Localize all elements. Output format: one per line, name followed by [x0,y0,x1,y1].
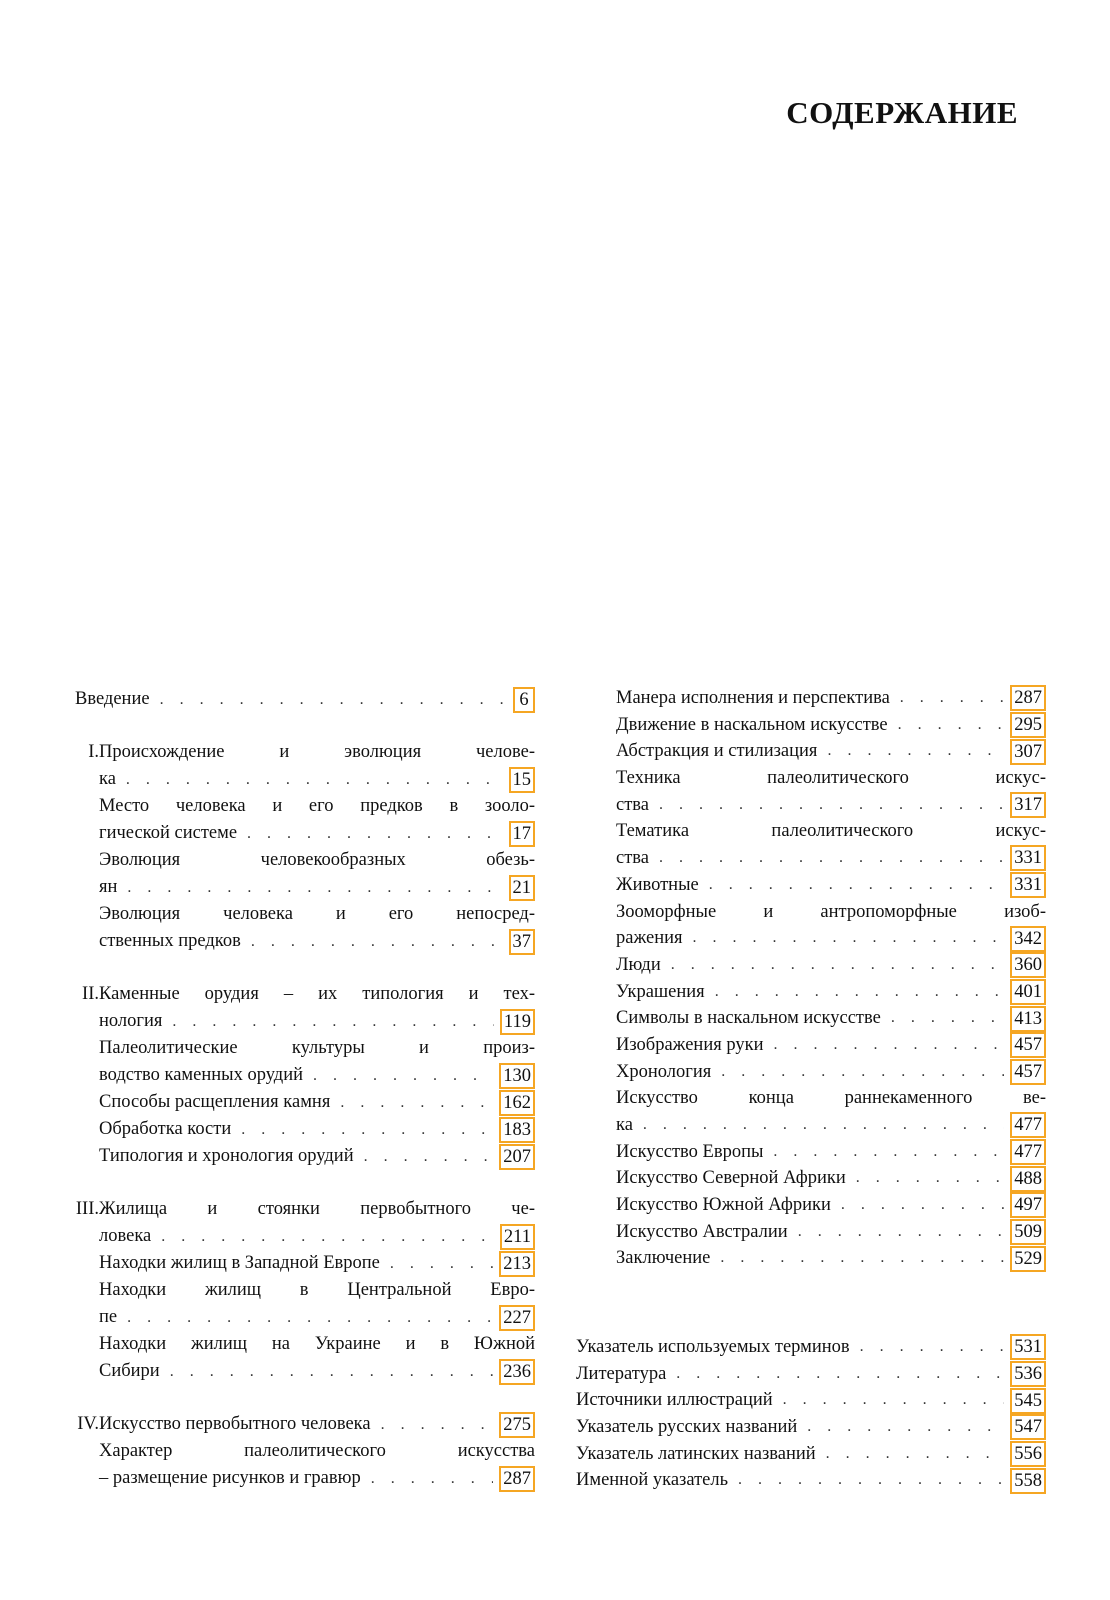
entry-line [616,685,1046,712]
chapter-heading[interactable] [99,1411,535,1438]
entry-line [99,793,535,820]
entry-text: Изображения руки [616,1034,764,1055]
index-entry[interactable] [576,1441,1046,1468]
entry-text: Именной указатель [576,1470,729,1491]
entry-line [99,1008,535,1035]
page-number-link[interactable]: 477 [1010,1139,1046,1165]
entry-line [99,1277,535,1304]
dot-leader [715,979,1005,1006]
entry-line [99,766,535,793]
toc-subentry[interactable] [616,712,1046,739]
entry-line [99,901,535,928]
entry-line [99,1465,535,1492]
toc-left-column [75,686,535,1492]
entry-text: Техника палеолитического искус- [616,768,1046,789]
entry-line [99,928,535,955]
toc-entry-intro[interactable] [75,686,535,713]
entry-text: Искусство первобытного человека [99,1414,371,1434]
section-gap [75,713,535,739]
dot-leader [170,1358,494,1385]
page-number-link[interactable]: 545 [1010,1388,1046,1414]
dot-leader [127,1304,493,1331]
page-number-link[interactable]: 275 [499,1412,535,1438]
page-number-link[interactable]: 17 [509,821,536,847]
entry-text: ка [99,769,116,789]
page-number-link[interactable]: 207 [499,1144,535,1170]
chapter-body [99,739,535,955]
entry-line [99,739,535,766]
toc-subentry[interactable] [616,952,1046,979]
entry-text: пе [99,1307,118,1327]
chapter-number: III. [75,1199,99,1219]
page-number-link[interactable]: 536 [1010,1361,1046,1387]
dot-leader [721,1059,1004,1086]
toc-subentry[interactable] [99,1035,535,1089]
page-number-link[interactable]: 529 [1010,1246,1046,1272]
page-number-link[interactable]: 183 [499,1117,535,1143]
dot-leader [783,1387,1005,1414]
entry-text: Абстракция и стилизация [616,741,818,762]
entry-line [616,1005,1046,1032]
page-number-link[interactable]: 227 [499,1305,535,1331]
toc-subentry[interactable] [616,1085,1046,1138]
entry-text: Обработка кости [99,1119,232,1139]
chapter-number: IV. [77,1414,99,1434]
toc-right-column [616,685,1046,1272]
toc-subentry[interactable] [616,899,1046,952]
index-entry[interactable] [576,1334,1046,1361]
chapter-body [99,1411,535,1492]
toc-subentry[interactable] [99,901,535,955]
chapter-number: II. [82,984,99,1004]
entry-line [616,712,1046,739]
dot-leader [160,686,507,713]
chapter-body [99,981,535,1170]
page-number-link[interactable]: 331 [1010,872,1046,898]
page-number-link[interactable]: 119 [500,1009,535,1035]
page-number-link[interactable]: 342 [1010,926,1046,952]
dot-leader [774,1032,1005,1059]
entry-line [616,1139,1046,1166]
entry-text: Люди [616,954,661,975]
page-number-link[interactable]: 497 [1010,1192,1046,1218]
entry-line [99,1358,535,1385]
toc-subentry[interactable] [99,1331,535,1385]
dot-leader [856,1165,1004,1192]
entry-text: Искусство конца раннекаменного ве- [616,1088,1046,1109]
page-number-link[interactable]: 457 [1010,1059,1046,1085]
entry-line [616,1165,1046,1192]
entry-text: Заключение [616,1248,711,1269]
page-number-link[interactable]: 531 [1010,1334,1046,1360]
page-title: СОДЕРЖАНИЕ [786,95,1018,130]
entry-text: Зооморфные и антропоморфные изоб- [616,901,1046,922]
dot-leader [841,1192,1004,1219]
entry-text: Сибири [99,1361,160,1381]
entry-line [616,845,1046,872]
page-number-link[interactable]: 558 [1010,1468,1046,1494]
dot-leader [251,928,503,955]
section-gap [75,1385,535,1411]
toc-subentry[interactable] [99,1089,535,1116]
dot-leader [773,1139,1004,1166]
page-number-link[interactable]: 488 [1010,1166,1046,1192]
dot-leader [313,1062,493,1089]
entry-line [616,925,1046,952]
entry-text: Источники иллюстраций [576,1390,773,1411]
toc-subentry[interactable] [616,1192,1046,1219]
entry-text: Жилища и стоянки первобытного че- [99,1199,535,1219]
toc-subentry[interactable] [99,847,535,901]
entry-line [99,1331,535,1358]
entry-line [99,820,535,847]
toc-subentry[interactable] [616,1219,1046,1246]
page-number-link[interactable]: 37 [509,929,536,955]
entry-line [616,1059,1046,1086]
page-number-link[interactable]: 401 [1010,979,1046,1005]
entry-text: Движение в наскальном искусстве [616,714,888,735]
entry-text: нология [99,1011,163,1031]
dot-leader [798,1219,1005,1246]
dot-leader [381,1411,494,1438]
toc-subentry[interactable] [616,685,1046,712]
dot-leader [891,1005,1004,1032]
entry-text: Украшения [616,981,705,1002]
dot-leader [898,712,1005,739]
entry-text: Хронология [616,1061,712,1082]
toc-subentry[interactable] [99,1277,535,1331]
page-number-link[interactable]: 413 [1010,1006,1046,1032]
chapter-block [73,981,535,1170]
dot-leader [659,792,1004,819]
entry-line [99,1223,535,1250]
page-number-link[interactable]: 6 [513,687,535,713]
toc-subentry[interactable] [99,1116,535,1143]
entry-line [99,1250,535,1277]
entry-line [616,979,1046,1006]
entry-text: Литература [576,1363,667,1384]
dot-leader [241,1116,493,1143]
dot-leader [827,738,1004,765]
dot-leader [676,1361,1004,1388]
page-number-link[interactable]: 287 [1010,685,1046,711]
entry-text: Введение [75,689,150,709]
entry-text: Указатель используемых терминов [576,1337,850,1357]
index-entry[interactable] [576,1361,1046,1388]
toc-subentry[interactable] [99,1250,535,1277]
page-number-link[interactable]: 15 [509,767,536,793]
dot-leader [720,1245,1004,1272]
entry-line [99,1411,535,1438]
entry-text: водство каменных орудий [99,1065,304,1085]
entry-text: Искусство Южной Африки [616,1195,831,1216]
entry-text: ства [616,848,649,869]
toc-subentry[interactable] [616,979,1046,1006]
dot-leader [643,1112,1004,1139]
dot-leader [172,1008,494,1035]
chapter-heading[interactable] [99,1196,535,1250]
dot-leader [390,1250,493,1277]
entry-text: Искусство Европы [616,1141,764,1162]
entry-line [616,792,1046,819]
entry-text: Искусство Северной Африки [616,1168,846,1189]
entry-text: Находки жилищ в Западной Европе [99,1253,380,1273]
entry-line [616,1032,1046,1059]
entry-line [99,1196,535,1223]
entry-line [616,1219,1046,1246]
page-number-link[interactable]: 287 [499,1466,535,1492]
entry-text: ловека [99,1226,152,1246]
entry-line [99,1116,535,1143]
entry-text: Палеолитические культуры и произ- [99,1038,535,1058]
entry-text: Типология и хронология орудий [99,1146,354,1166]
dot-leader [807,1414,1004,1441]
section-gap [75,955,535,981]
entry-text: Находки жилищ на Украине и в Южной [99,1334,535,1354]
dot-leader [900,685,1004,712]
toc-subentry[interactable] [616,1139,1046,1166]
toc-subentry[interactable] [616,765,1046,818]
entry-line [616,952,1046,979]
entry-text: Манера исполнения и перспектива [616,688,890,708]
toc-subentry[interactable] [616,1032,1046,1059]
page-number-link[interactable]: 556 [1010,1441,1046,1467]
dot-leader [738,1467,1004,1494]
chapter-heading[interactable] [99,981,535,1035]
page-number-link[interactable]: 509 [1010,1219,1046,1245]
chapter-number: I. [88,742,99,762]
dot-leader [659,845,1004,872]
entry-line [99,1035,535,1062]
entry-text: Находки жилищ в Центральной Евро- [99,1280,535,1300]
index-entry[interactable] [576,1467,1046,1494]
page-number-link[interactable]: 457 [1010,1032,1046,1058]
page-number-link[interactable]: 360 [1010,952,1046,978]
page-number-link[interactable]: 213 [499,1251,535,1277]
page-number-link[interactable]: 130 [499,1063,535,1089]
entry-text: Способы расщепления камня [99,1092,331,1112]
entry-line [99,981,535,1008]
entry-text: ка [616,1115,633,1135]
dot-leader [826,1441,1005,1468]
dot-leader [671,952,1005,979]
entry-text: Тематика палеолитического искус- [616,821,1046,842]
index-entry[interactable] [576,1387,1046,1414]
chapter-block [73,739,535,955]
toc-subentry[interactable] [99,1438,535,1492]
dot-leader [709,872,1005,899]
section-gap [75,1170,535,1196]
entry-line [99,1062,535,1089]
entry-text: ственных предков [99,931,241,951]
page-number-link[interactable]: 331 [1010,845,1046,871]
entry-text: гической системе [99,823,238,843]
entry-text: Характер палеолитического искусства [99,1441,535,1461]
chapter-block [73,1196,535,1385]
entry-text: ян [99,877,118,897]
entry-line [616,1085,1046,1112]
entry-line [99,874,535,901]
toc-subentry[interactable] [99,793,535,847]
dot-leader [126,766,503,793]
toc-index-column [576,1334,1046,1494]
chapter-body [99,1196,535,1385]
toc-subentry[interactable] [616,1005,1046,1032]
page-number-link[interactable]: 317 [1010,792,1046,818]
entry-line [99,1143,535,1170]
entry-text: Эволюция человека и его непосред- [99,904,535,924]
entry-text: Происхождение и эволюция челове- [99,742,535,762]
dot-leader [371,1465,494,1492]
entry-line [616,818,1046,845]
page-number-link[interactable]: 477 [1010,1112,1046,1138]
dot-leader [860,1334,1005,1361]
page-number-link[interactable]: 21 [509,875,536,901]
toc-subentry[interactable] [616,1245,1046,1272]
entry-text: Место человека и его предков в зооло- [99,796,535,816]
toc-subentry[interactable] [616,1059,1046,1086]
dot-leader [340,1089,493,1116]
entry-text: ства [616,794,649,815]
entry-line [616,872,1046,899]
toc-subentry[interactable] [616,818,1046,871]
entry-line [616,899,1046,926]
entry-text: ражения [616,928,683,949]
entry-line [616,1192,1046,1219]
page-number-link[interactable]: 211 [500,1224,535,1250]
entry-text: – размещение рисунков и гравюр [99,1468,361,1488]
dot-leader [364,1143,494,1170]
page-number-link[interactable]: 162 [499,1090,535,1116]
entry-line [99,1438,535,1465]
dot-leader [693,925,1005,952]
entry-text: Животные [616,874,699,895]
toc-subentry[interactable] [99,1143,535,1170]
dot-leader [247,820,502,847]
entry-text: Каменные орудия – их типология и тех- [99,984,535,1004]
entry-line [99,1304,535,1331]
entry-line [99,1089,535,1116]
entry-text: Искусство Австралии [616,1221,788,1242]
entry-line [616,765,1046,792]
chapter-block [73,1411,535,1492]
toc-subentry[interactable] [616,1165,1046,1192]
entry-line [616,1245,1046,1272]
dot-leader [127,874,502,901]
entry-text: Указатель русских названий [576,1417,798,1438]
page-number-link[interactable]: 236 [499,1359,535,1385]
toc-subentry[interactable] [616,738,1046,765]
toc-subentry[interactable] [616,872,1046,899]
page-number-link[interactable]: 307 [1010,739,1046,765]
index-entry[interactable] [576,1414,1046,1441]
dot-leader [161,1223,494,1250]
chapter-heading[interactable] [99,739,535,793]
entry-text: Символы в наскальном искусстве [616,1008,881,1029]
entry-line [616,1112,1046,1139]
entry-line [99,847,535,874]
entry-text: Эволюция человекообразных обезь- [99,850,535,870]
page-number-link[interactable]: 547 [1010,1414,1046,1440]
entry-text: Указатель латинских названий [576,1443,816,1464]
page-number-link[interactable]: 295 [1010,712,1046,738]
entry-line [616,738,1046,765]
